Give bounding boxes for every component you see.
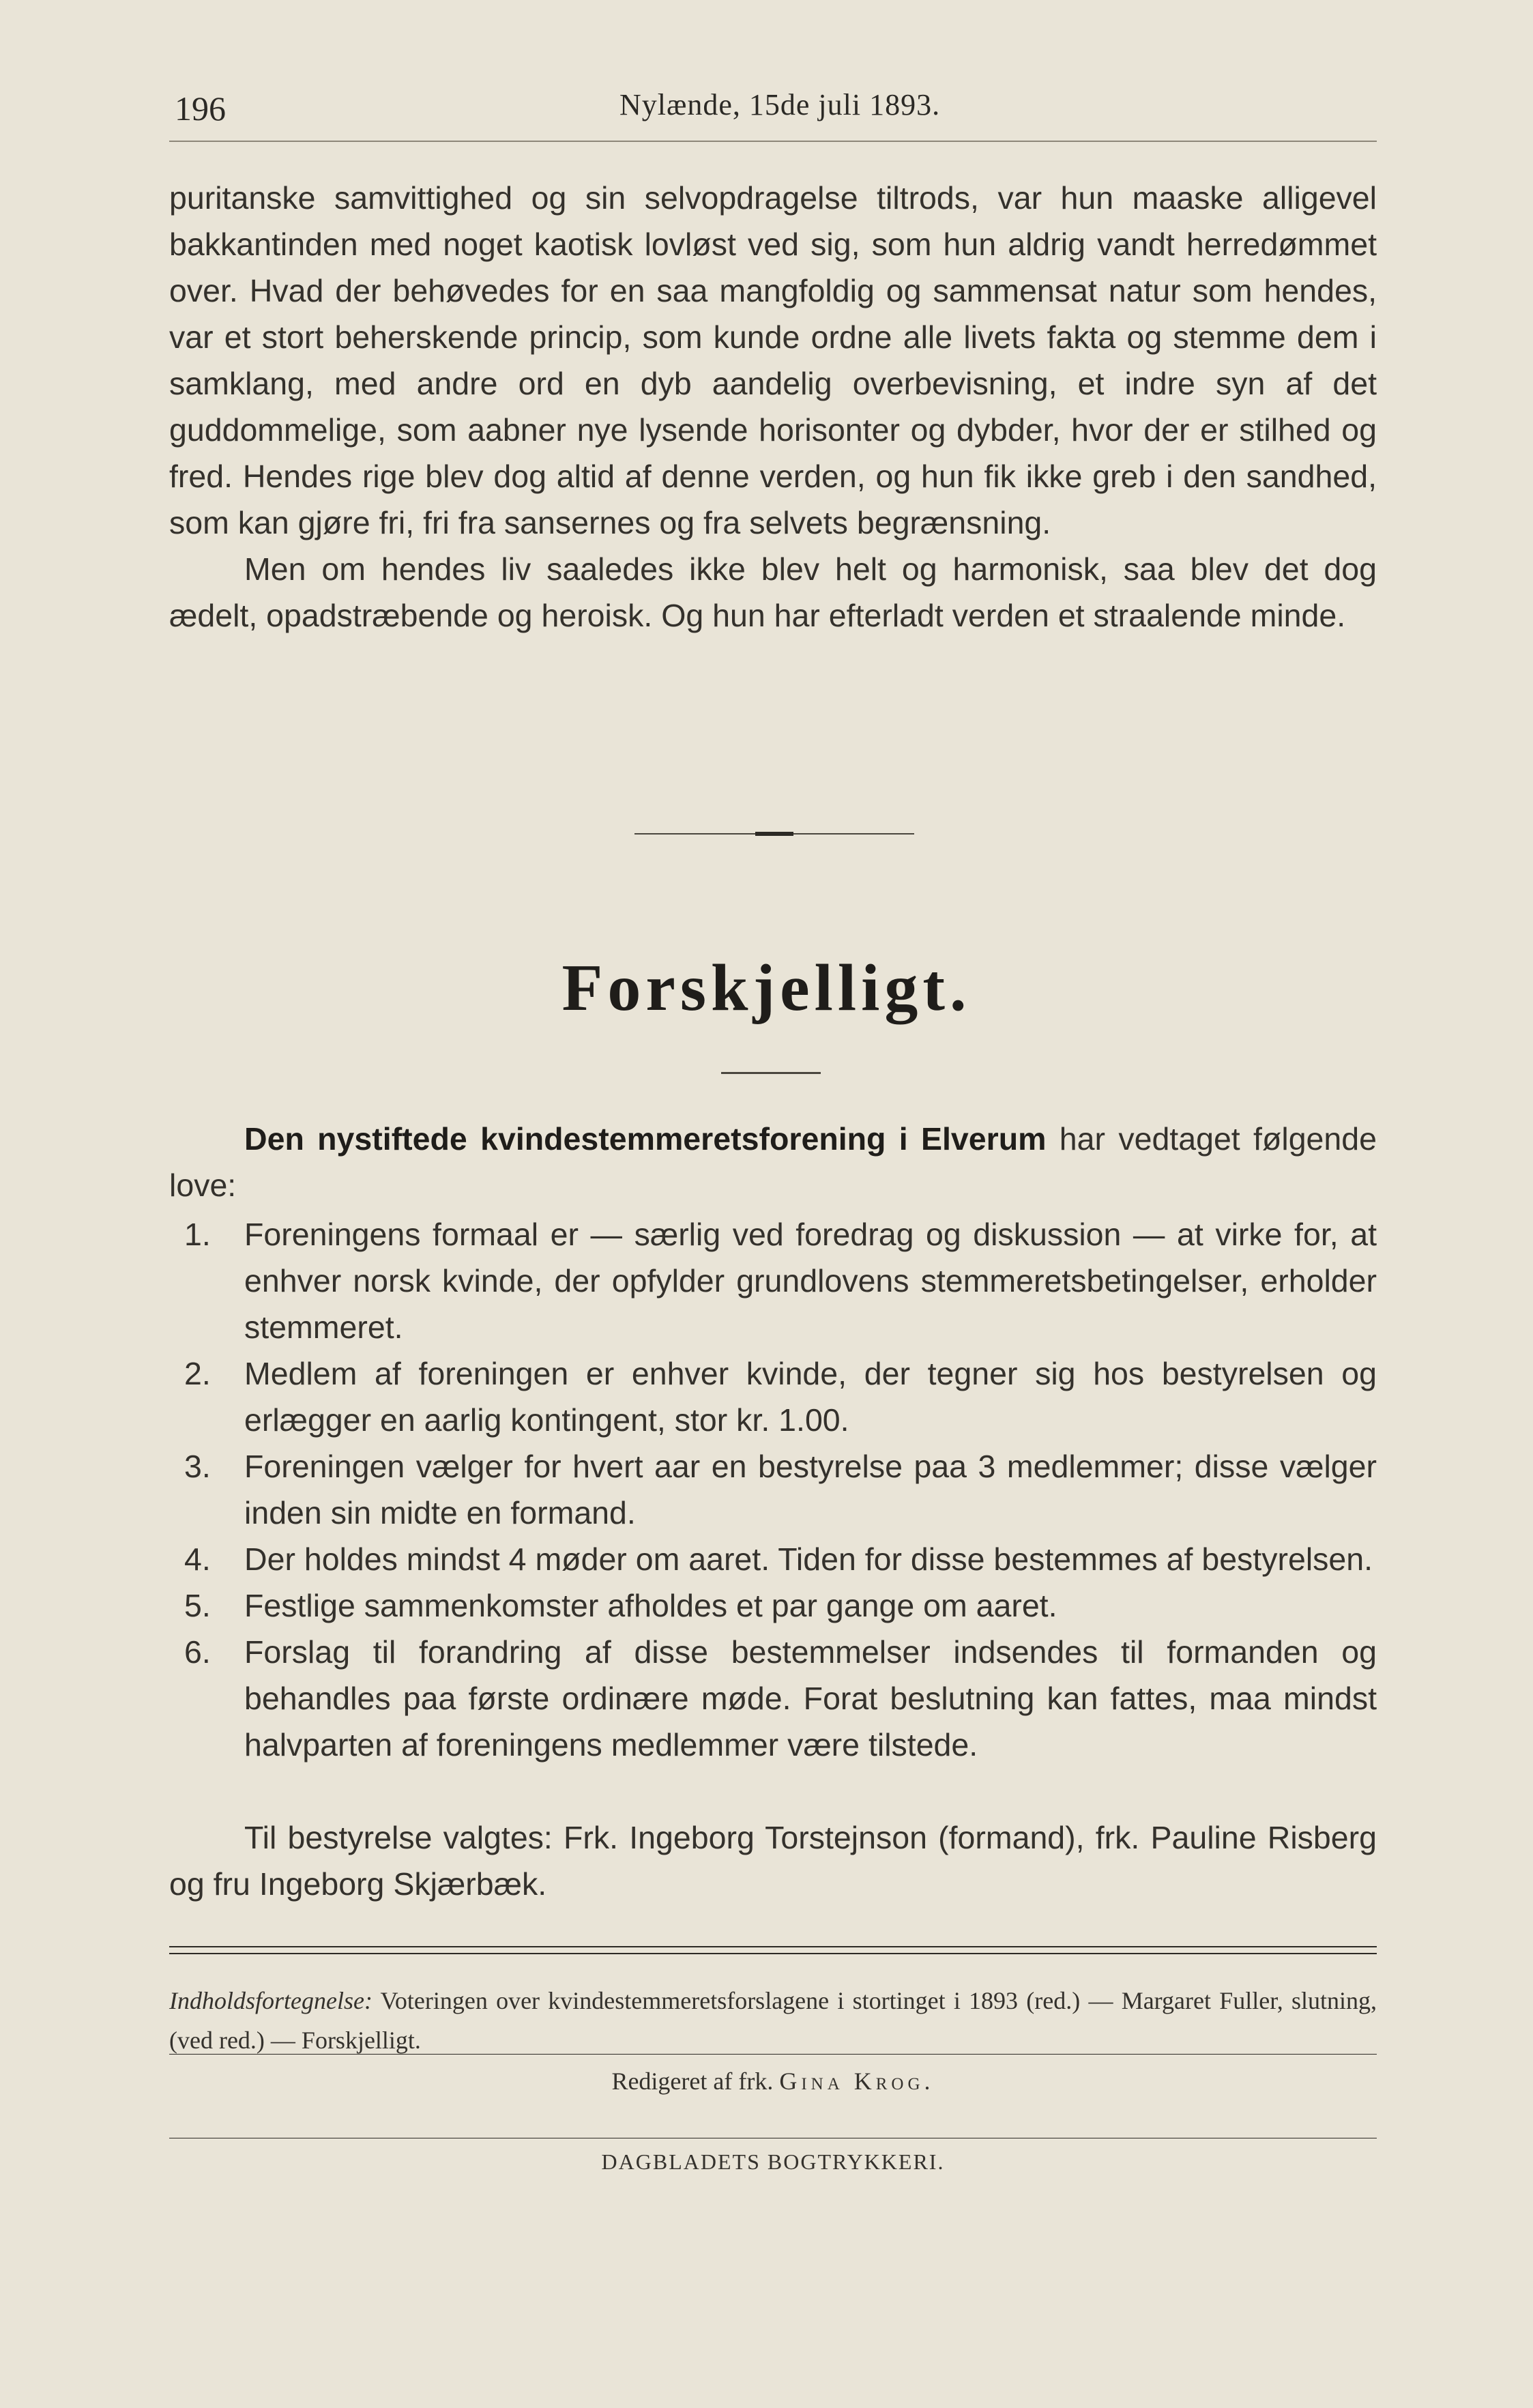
article-paragraph: Men om hendes liv saaledes ikke blev helt og harmonisk, saa blev det dog ædelt, opadstræbende og heroisk. Og hun har efterladt verden et straalende minde. [169,551,1377,633]
contents-text: Voteringen over kvindestemmeretsforslagene i stortinget i 1893 (red.) — Margaret Fuller, slutning, (ved red.) — Forskjelligt. [169,1987,1377,2054]
list-item [169,1629,1377,1768]
laws-list [169,1211,1377,1768]
printer-line: DAGBLADETS BOGTRYKKERI. [601,2149,945,2174]
page-number: 196 [175,89,226,128]
law-number: 3. [184,1449,211,1484]
law-number: 4. [184,1541,211,1577]
law-text: Foreningen vælger for hvert aar en bestyrelse paa 3 medlemmer; disse vælger inden sin midte en formand. [244,1449,1377,1531]
law-number: 2. [184,1356,211,1391]
list-item [169,1536,1377,1582]
list-item [169,1443,1377,1536]
section-title: Forskjelligt. [561,951,972,1025]
law-text: Festlige sammenkomster afholdes et par gange om aaret. [244,1588,1057,1623]
law-text: Der holdes mindst 4 møder om aaret. Tiden for disse bestemmes af bestyrelsen. [244,1541,1373,1577]
running-head: Nylænde, 15de juli 1893. [619,88,941,121]
lead-bold: Den nystiftede kvindestemmeretsforening i Elverum [244,1121,1047,1157]
editor-line [169,2061,1377,2102]
closing-paragraph: Til bestyrelse valgtes: Frk. Ingeborg Torstejnson (formand), frk. Pauline Risberg og fru Ingeborg Skjærbæk. [169,1820,1377,1902]
board-election [169,1814,1377,1907]
editor-name: Gina Krog. [779,2068,935,2095]
law-number: 5. [184,1588,211,1623]
law-text: Medlem af foreningen er enhver kvinde, der tegner sig hos bestyrelsen og erlægger en aarlig kontingent, stor kr. 1.00. [244,1356,1377,1438]
law-text: Foreningens formaal er — særlig ved foredrag og diskussion — at virke for, at enhver norsk kvinde, der opfylder grundlovens stemmeretsbetingelser, erholder stemmeret. [244,1217,1377,1345]
article-end-rule-center [755,832,793,836]
table-of-contents [169,1981,1377,2060]
footer-rule-top [169,1946,1377,1947]
list-item [169,1582,1377,1629]
contents-label: Indholdsfortegnelse: [169,1987,373,2014]
law-number: 1. [184,1217,211,1252]
page-header [169,75,1377,136]
editor-prefix: Redigeret af frk. [611,2068,780,2095]
law-text: Forslag til forandring af disse bestemmelser indsendes til formanden og behandles paa første ordinære møde. Forat beslutning kan fattes, maa mindst halvparten af foreningens medlemmer være tilstede. [244,1634,1377,1763]
article-conclusion [169,175,1377,639]
section-lead [169,1116,1377,1208]
header-rule [169,141,1377,142]
law-number: 6. [184,1634,211,1670]
footer-rule-middle [169,2054,1377,2055]
lead-rest: har vedtaget følgende love: [169,1121,1377,1203]
list-item [169,1211,1377,1350]
article-paragraph: puritanske samvittighed og sin selvopdragelse tiltrods, var hun maaske alligevel bakkantinden med noget kaotisk lovløst ved sig, som hun aldrig vandt herredømmet over. Hvad der behøvedes for en saa mangfoldig og sammensat natur som hendes, var et stort beherskende princip, som kunde ordne alle livets fakta og stemme dem i samklang, med andre ord en dyb aandelig overbevisning, et indre syn af det guddommelige, som aabner nye lysende horisonter og dybder, hvor der er stilhed og fred. Hendes rige blev dog altid af denne verden, og hun fik ikke greb i den sandhed, som kan gjøre fri, fri fra sansernes og fra selvets begrænsning. [169,180,1377,540]
title-underline [721,1072,821,1074]
footer-rule-top-second [169,1953,1377,1954]
list-item [169,1350,1377,1443]
